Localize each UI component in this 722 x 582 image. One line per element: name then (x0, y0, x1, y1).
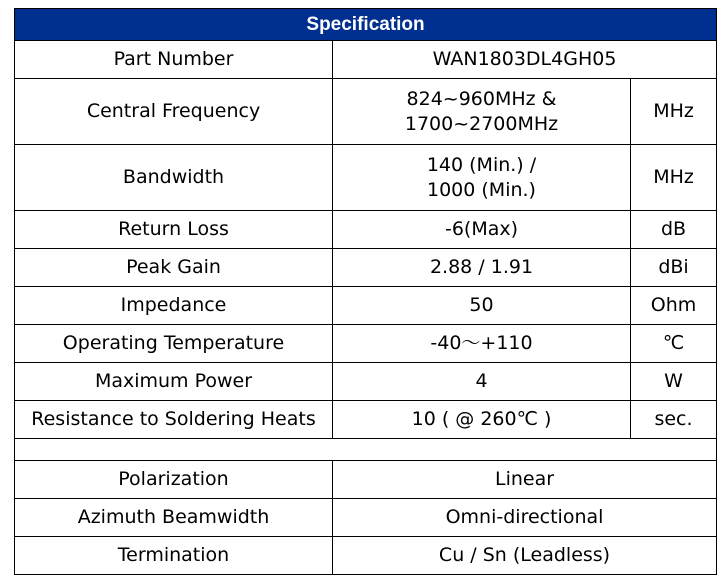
spec-value (333, 79, 631, 145)
spec-label: Azimuth Beamwidth (15, 499, 333, 537)
spec-unit: Ohm (631, 287, 717, 325)
table-row (15, 537, 717, 575)
spec-label: Central Frequency (15, 79, 333, 145)
table-row (15, 363, 717, 401)
table-row (15, 249, 717, 287)
table-title: Specification (15, 9, 717, 41)
table-row (15, 211, 717, 249)
spec-label: Part Number (15, 41, 333, 79)
spec-unit: W (631, 363, 717, 401)
spec-value: Omni-directional (333, 499, 717, 537)
spec-label: Termination (15, 537, 333, 575)
table-row (15, 401, 717, 439)
table-row (15, 41, 717, 79)
spec-unit: ℃ (631, 325, 717, 363)
spec-value: Linear (333, 461, 717, 499)
table-row (15, 461, 717, 499)
spec-value-line: 1700~2700MHz (404, 112, 559, 135)
spec-value: -40～+110 (333, 325, 631, 363)
table-row (15, 325, 717, 363)
spec-unit: dB (631, 211, 717, 249)
table-row (15, 287, 717, 325)
specification-table-container (14, 8, 716, 575)
spec-unit: MHz (631, 79, 717, 145)
spec-value-line: 824~960MHz & (406, 87, 557, 110)
spec-value: 2.88 / 1.91 (333, 249, 631, 287)
table-row (15, 79, 717, 145)
spec-unit: MHz (631, 145, 717, 211)
spec-label: Polarization (15, 461, 333, 499)
spec-label: Maximum Power (15, 363, 333, 401)
table-spacer-row (15, 439, 717, 461)
spec-value: WAN1803DL4GH05 (333, 41, 717, 79)
spec-unit: dBi (631, 249, 717, 287)
specification-table (14, 8, 717, 575)
spec-label: Operating Temperature (15, 325, 333, 363)
spec-label: Peak Gain (15, 249, 333, 287)
spec-unit: sec. (631, 401, 717, 439)
spec-value: 10 ( @ 260℃ ) (333, 401, 631, 439)
table-row (15, 145, 717, 211)
spec-value: Cu / Sn (Leadless) (333, 537, 717, 575)
spec-value-line: 1000 (Min.) (427, 178, 536, 201)
spacer-cell (15, 439, 717, 461)
spec-value (333, 145, 631, 211)
spec-label: Resistance to Soldering Heats (15, 401, 333, 439)
spec-value-line: 140 (Min.) / (426, 153, 537, 176)
table-header-row (15, 9, 717, 41)
spec-label: Bandwidth (15, 145, 333, 211)
spec-value: 50 (333, 287, 631, 325)
spec-value: 4 (333, 363, 631, 401)
spec-label: Impedance (15, 287, 333, 325)
table-row (15, 499, 717, 537)
spec-label: Return Loss (15, 211, 333, 249)
spec-value: -6(Max) (333, 211, 631, 249)
